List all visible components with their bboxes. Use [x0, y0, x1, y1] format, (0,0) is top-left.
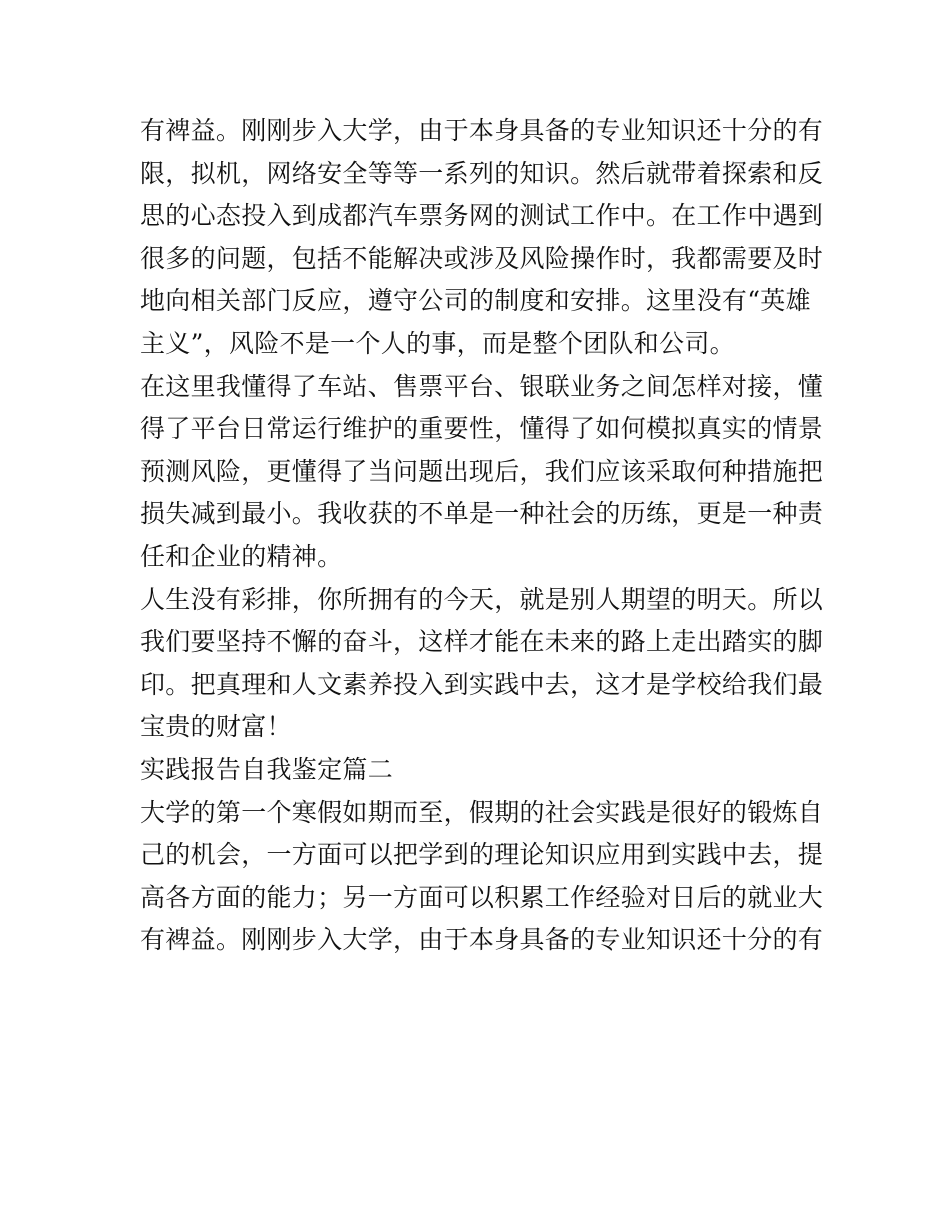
- text-line: 己的机会，一方面可以把学到的理论知识应用到实践中去，提: [140, 840, 824, 870]
- text-line: 地向相关部门反应，遵守公司的制度和安排。这里没有“英雄: [140, 286, 811, 316]
- text-line: 印。把真理和人文素养投入到实践中去，这才是学校给我们最: [140, 669, 824, 699]
- text-line: 很多的问题，包括不能解决或涉及风险操作时，我都需要及时: [140, 243, 824, 273]
- text-line: 限，拟机，网络安全等等一系列的知识。然后就带着探索和反: [140, 158, 824, 188]
- document-body: [140, 110, 824, 962]
- text-line: 思的心态投入到成都汽车票务网的测试工作中。在工作中遇到: [140, 201, 824, 231]
- section-heading: 实践报告自我鉴定篇二: [140, 754, 394, 784]
- text-line: 得了平台日常运行维护的重要性，懂得了如何模拟真实的情景: [140, 414, 824, 444]
- text-line: 大学的第一个寒假如期而至，假期的社会实践是很好的锻炼自: [140, 797, 824, 827]
- text-line: 主义”，风险不是一个人的事，而是整个团队和公司。: [140, 328, 735, 358]
- text-line: 宝贵的财富！: [140, 712, 292, 742]
- text-line: 我们要坚持不懈的奋斗，这样才能在未来的路上走出踏实的脚: [140, 627, 824, 657]
- text-line: 损失减到最小。我收获的不单是一种社会的历练，更是一种责: [140, 499, 824, 529]
- text-line: 在这里我懂得了车站、售票平台、银联业务之间怎样对接，懂: [140, 371, 824, 401]
- text-line: 高各方面的能力；另一方面可以积累工作经验对日后的就业大: [140, 882, 824, 912]
- text-line: 人生没有彩排，你所拥有的今天，就是别人期望的明天。所以: [140, 584, 824, 614]
- text-line: 有裨益。刚刚步入大学，由于本身具备的专业知识还十分的有: [140, 925, 824, 955]
- text-line: 有裨益。刚刚步入大学，由于本身具备的专业知识还十分的有: [140, 116, 824, 145]
- text-line: 预测风险，更懂得了当问题出现后，我们应该采取何种措施把: [140, 456, 824, 486]
- text-line: 任和企业的精神。: [140, 541, 343, 571]
